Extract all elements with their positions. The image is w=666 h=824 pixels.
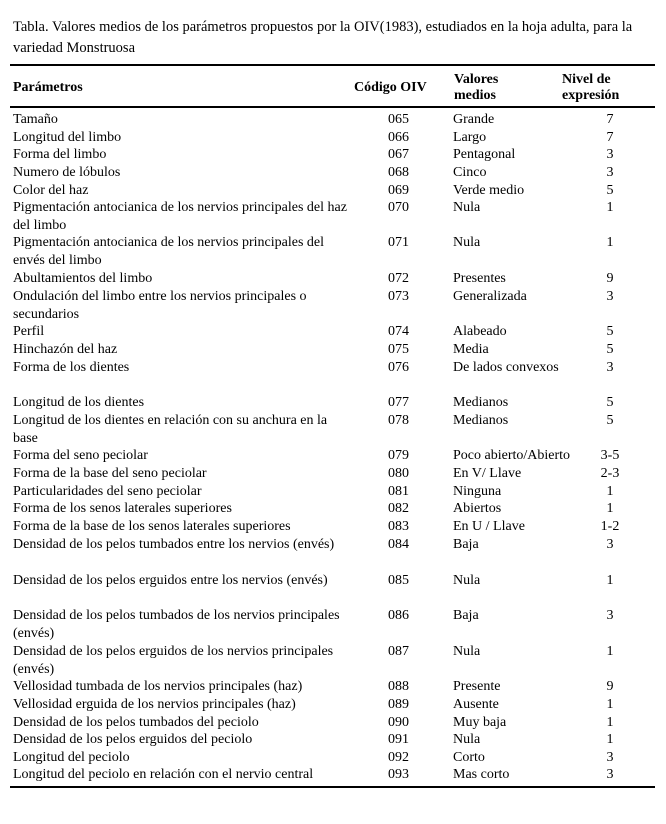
cell-valor-medio: Nula bbox=[453, 573, 481, 588]
cell-nivel-expresion: 1 bbox=[606, 235, 614, 250]
cell-codigo-oiv: 083 bbox=[388, 519, 409, 534]
cell-valor-medio: Grande bbox=[453, 112, 495, 127]
table-row bbox=[0, 341, 666, 359]
cell-valor-medio: En U / Llave bbox=[453, 519, 525, 534]
cell-codigo-oiv: 090 bbox=[388, 715, 409, 730]
table-row bbox=[0, 766, 666, 784]
cell-valor-medio: Ninguna bbox=[453, 484, 502, 499]
cell-nivel-expresion: 3 bbox=[606, 537, 614, 552]
cell-codigo-oiv: 084 bbox=[388, 537, 409, 552]
cell-nivel-expresion: 3 bbox=[606, 147, 614, 162]
cell-valor-medio: Nula bbox=[453, 732, 481, 747]
cell-codigo-oiv: 079 bbox=[388, 448, 409, 463]
cell-nivel-expresion: 1 bbox=[606, 501, 614, 516]
table-row bbox=[0, 270, 666, 288]
table-row bbox=[0, 394, 666, 412]
table-row bbox=[0, 111, 666, 129]
cell-codigo-oiv: 076 bbox=[388, 360, 409, 375]
cell-nivel-expresion: 1 bbox=[606, 573, 614, 588]
cell-valor-medio: Nula bbox=[453, 235, 481, 250]
cell-parametro: Pigmentación antocianica de los nervios principales del haz del limbo bbox=[13, 200, 347, 233]
cell-codigo-oiv: 065 bbox=[388, 112, 409, 127]
cell-codigo-oiv: 092 bbox=[388, 750, 409, 765]
cell-codigo-oiv: 087 bbox=[388, 644, 409, 659]
cell-codigo-oiv: 072 bbox=[388, 271, 409, 286]
cell-parametro: Densidad de los pelos tumbados entre los nervios (envés) bbox=[13, 537, 335, 552]
cell-codigo-oiv: 089 bbox=[388, 697, 409, 712]
cell-parametro: Densidad de los pelos erguidos de los nervios principales (envés) bbox=[13, 644, 334, 677]
cell-codigo-oiv: 082 bbox=[388, 501, 409, 516]
cell-valor-medio: Baja bbox=[453, 608, 479, 623]
cell-valor-medio: Muy baja bbox=[453, 715, 507, 730]
table-row bbox=[0, 164, 666, 182]
cell-parametro: Particularidades del seno peciolar bbox=[13, 484, 202, 499]
cell-nivel-expresion: 9 bbox=[606, 271, 614, 286]
cell-parametro: Forma del seno peciolar bbox=[13, 448, 148, 463]
cell-parametro: Ondulación del limbo entre los nervios principales o secundarios bbox=[13, 289, 307, 322]
cell-valor-medio: En V/ Llave bbox=[453, 466, 522, 481]
cell-codigo-oiv: 091 bbox=[388, 732, 409, 747]
cell-nivel-expresion: 1 bbox=[606, 697, 614, 712]
cell-valor-medio: Medianos bbox=[453, 395, 509, 410]
cell-nivel-expresion: 3-5 bbox=[600, 448, 620, 463]
cell-parametro: Forma de los dientes bbox=[13, 360, 130, 375]
cell-parametro: Forma de la base de los senos laterales superiores bbox=[13, 519, 291, 534]
cell-nivel-expresion: 5 bbox=[606, 342, 614, 357]
header-nivel-expresion-text: Nivel de expresión bbox=[562, 72, 620, 103]
cell-nivel-expresion: 2-3 bbox=[600, 466, 620, 481]
cell-nivel-expresion: 1 bbox=[606, 200, 614, 215]
table-row bbox=[0, 572, 666, 607]
cell-valor-medio: Abiertos bbox=[453, 501, 502, 516]
cell-nivel-expresion: 9 bbox=[606, 679, 614, 694]
cell-nivel-expresion: 1-2 bbox=[600, 519, 620, 534]
cell-codigo-oiv: 066 bbox=[388, 130, 409, 145]
cell-valor-medio: Cinco bbox=[453, 165, 487, 180]
cell-valor-medio: De lados convexos bbox=[453, 360, 559, 375]
cell-valor-medio: Pentagonal bbox=[453, 147, 516, 162]
cell-parametro: Vellosidad tumbada de los nervios principales (haz) bbox=[13, 679, 303, 694]
table-bottom-rule bbox=[10, 786, 655, 788]
table-row bbox=[0, 234, 666, 270]
cell-valor-medio: Medianos bbox=[453, 413, 509, 428]
cell-valor-medio: Alabeado bbox=[453, 324, 507, 339]
table-row bbox=[0, 288, 666, 323]
table-row bbox=[0, 714, 666, 731]
table-row bbox=[0, 323, 666, 341]
cell-nivel-expresion: 3 bbox=[606, 289, 614, 304]
table-header-rule bbox=[10, 106, 655, 108]
table-row bbox=[0, 643, 666, 678]
table-row bbox=[0, 749, 666, 766]
cell-nivel-expresion: 3 bbox=[606, 165, 614, 180]
cell-codigo-oiv: 074 bbox=[388, 324, 409, 339]
cell-codigo-oiv: 093 bbox=[388, 767, 409, 782]
cell-valor-medio: Nula bbox=[453, 644, 481, 659]
table-row bbox=[0, 465, 666, 483]
cell-valor-medio: Largo bbox=[453, 130, 487, 145]
cell-codigo-oiv: 069 bbox=[388, 183, 409, 198]
cell-codigo-oiv: 080 bbox=[388, 466, 409, 481]
cell-nivel-expresion: 3 bbox=[606, 767, 614, 782]
cell-codigo-oiv: 081 bbox=[388, 484, 409, 499]
cell-codigo-oiv: 067 bbox=[388, 147, 409, 162]
cell-valor-medio: Media bbox=[453, 342, 489, 357]
table-row bbox=[0, 500, 666, 518]
table-row bbox=[0, 182, 666, 199]
cell-codigo-oiv: 075 bbox=[388, 342, 409, 357]
cell-parametro: Forma del limbo bbox=[13, 147, 107, 162]
cell-codigo-oiv: 073 bbox=[388, 289, 409, 304]
cell-valor-medio: Corto bbox=[453, 750, 485, 765]
cell-codigo-oiv: 085 bbox=[388, 573, 409, 588]
table-row bbox=[0, 412, 666, 447]
table-row bbox=[0, 696, 666, 714]
cell-parametro: Longitud del peciolo en relación con el nervio central bbox=[13, 767, 314, 782]
cell-parametro: Longitud del peciolo bbox=[13, 750, 130, 765]
cell-valor-medio: Presente bbox=[453, 679, 501, 694]
cell-parametro: Pigmentación antocianica de los nervios principales del envés del limbo bbox=[13, 235, 325, 268]
cell-valor-medio: Ausente bbox=[453, 697, 499, 712]
cell-parametro: Numero de lóbulos bbox=[13, 165, 121, 180]
table-row bbox=[0, 536, 666, 572]
cell-nivel-expresion: 1 bbox=[606, 715, 614, 730]
cell-nivel-expresion: 5 bbox=[606, 324, 614, 339]
table-top-rule bbox=[10, 64, 655, 66]
cell-parametro: Densidad de los pelos erguidos entre los nervios (envés) bbox=[13, 573, 328, 588]
cell-nivel-expresion: 5 bbox=[606, 183, 614, 198]
cell-parametro: Forma de la base del seno peciolar bbox=[13, 466, 207, 481]
table-row bbox=[0, 731, 666, 749]
cell-parametro: Densidad de los pelos tumbados del peciolo bbox=[13, 715, 259, 730]
cell-valor-medio: Baja bbox=[453, 537, 479, 552]
table-row bbox=[0, 678, 666, 696]
table-row bbox=[0, 146, 666, 164]
cell-nivel-expresion: 5 bbox=[606, 413, 614, 428]
cell-nivel-expresion: 7 bbox=[606, 130, 614, 145]
cell-parametro: Longitud de los dientes bbox=[13, 395, 145, 410]
cell-nivel-expresion: 3 bbox=[606, 608, 614, 623]
cell-parametro: Abultamientos del limbo bbox=[13, 271, 153, 286]
table-row bbox=[0, 129, 666, 146]
cell-nivel-expresion: 7 bbox=[606, 112, 614, 127]
cell-valor-medio: Generalizada bbox=[453, 289, 527, 304]
cell-parametro: Forma de los senos laterales superiores bbox=[13, 501, 232, 516]
cell-parametro: Perfil bbox=[13, 324, 45, 339]
cell-codigo-oiv: 071 bbox=[388, 235, 409, 250]
cell-nivel-expresion: 5 bbox=[606, 395, 614, 410]
cell-codigo-oiv: 077 bbox=[388, 395, 409, 410]
cell-valor-medio: Nula bbox=[453, 200, 481, 215]
cell-parametro: Hinchazón del haz bbox=[13, 342, 118, 357]
cell-parametro: Densidad de los pelos erguidos del peciolo bbox=[13, 732, 253, 747]
cell-parametro: Color del haz bbox=[13, 183, 89, 198]
cell-codigo-oiv: 088 bbox=[388, 679, 409, 694]
cell-nivel-expresion: 1 bbox=[606, 732, 614, 747]
header-codigo-oiv: Código OIV bbox=[354, 80, 427, 95]
cell-valor-medio: Mas corto bbox=[453, 767, 510, 782]
table-caption: Tabla. Valores medios de los parámetros propuestos por la OIV(1983), estudiados en la hoja adulta, para la variedad Monstruosa bbox=[13, 19, 633, 56]
cell-parametro: Longitud de los dientes en relación con su anchura en la base bbox=[13, 413, 328, 446]
header-nivel-expresion bbox=[562, 72, 619, 104]
cell-codigo-oiv: 086 bbox=[388, 608, 409, 623]
cell-parametro: Longitud del limbo bbox=[13, 130, 122, 145]
table-row bbox=[0, 199, 666, 234]
table-row bbox=[0, 447, 666, 465]
cell-codigo-oiv: 078 bbox=[388, 413, 409, 428]
header-valores-medios bbox=[454, 72, 498, 104]
header-valores-medios-text: Valores medios bbox=[454, 72, 499, 103]
cell-codigo-oiv: 068 bbox=[388, 165, 409, 180]
cell-valor-medio: Verde medio bbox=[453, 183, 525, 198]
cell-nivel-expresion: 3 bbox=[606, 750, 614, 765]
cell-codigo-oiv: 070 bbox=[388, 200, 409, 215]
cell-valor-medio: Presentes bbox=[453, 271, 506, 286]
cell-valor-medio: Poco abierto/Abierto bbox=[453, 448, 571, 463]
table-row bbox=[0, 359, 666, 394]
cell-parametro: Vellosidad erguida de los nervios principales (haz) bbox=[13, 697, 296, 712]
cell-nivel-expresion: 1 bbox=[606, 644, 614, 659]
cell-parametro: Densidad de los pelos tumbados de los nervios principales (envés) bbox=[13, 608, 340, 641]
cell-nivel-expresion: 3 bbox=[606, 360, 614, 375]
table-row bbox=[0, 518, 666, 536]
header-parametros: Parámetros bbox=[13, 80, 83, 95]
cell-parametro: Tamaño bbox=[13, 112, 58, 127]
table-row bbox=[0, 607, 666, 643]
table-row bbox=[0, 483, 666, 500]
cell-nivel-expresion: 1 bbox=[606, 484, 614, 499]
